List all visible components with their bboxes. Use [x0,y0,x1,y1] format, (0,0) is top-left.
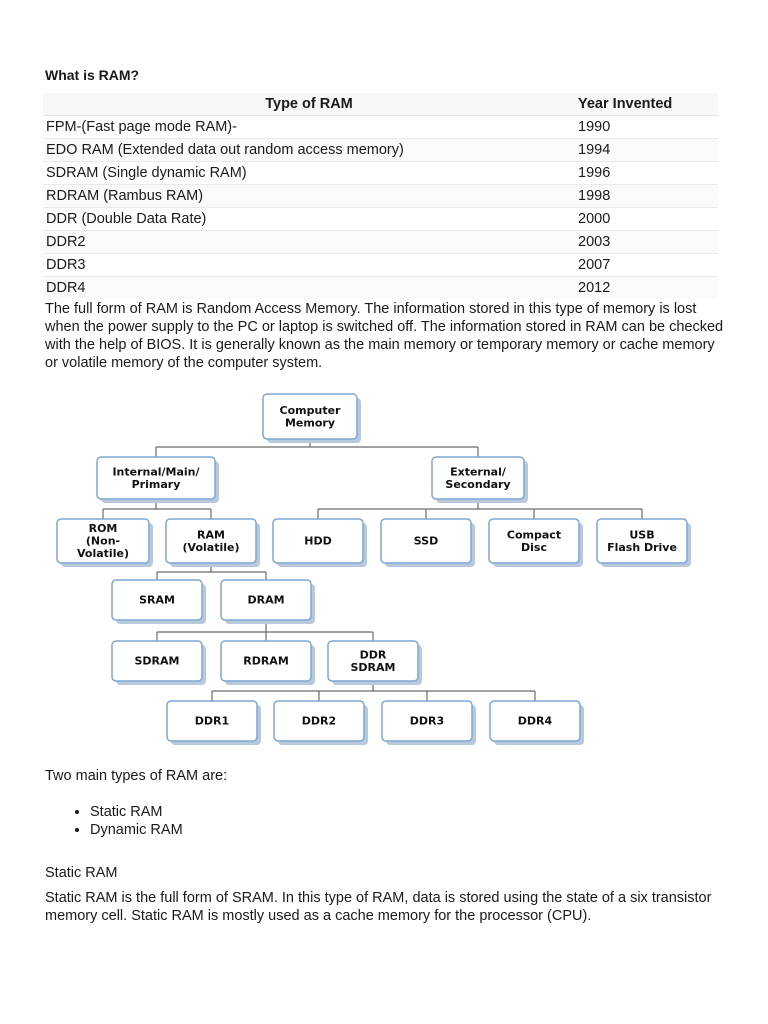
diagram-node-computer-memory [263,394,361,443]
year-cell: 2000 [575,208,718,231]
node-label: (Non- [85,534,121,548]
column-header-type: Type of RAM [43,93,575,116]
table-row [43,116,718,139]
diagram-node-rom [57,519,153,567]
ram-type-cell: EDO RAM (Extended data out random access memory) [43,139,575,162]
diagram-node-ddr4 [490,701,584,745]
ram-types-list [45,803,183,839]
node-label: External/ [450,465,506,479]
diagram-node-ddr-sdram [328,641,422,685]
diagram-node-dram [221,580,315,624]
node-label: USB [629,528,655,542]
node-label: Internal/Main/ [112,465,200,479]
diagram-node-sram [112,580,206,624]
node-label: (Volatile) [182,540,240,554]
table-row [43,208,718,231]
diagram-node-external [432,457,528,503]
diagram-node-ddr2 [274,701,368,745]
node-label: RDRAM [243,654,289,668]
static-ram-paragraph: Static RAM is the full form of SRAM. In this type of RAM, data is stored using the state of a six transistor memory cell. Static RAM is mostly used as a cache memory for the processor (CPU). [45,890,712,924]
list-item: • Dynamic RAM [90,821,183,839]
node-label: DDR3 [409,714,445,728]
node-label: Computer [279,403,341,417]
diagram-node-sdram [112,641,206,685]
ram-type-cell: FPM-(Fast page mode RAM)- [43,116,575,139]
types-intro-paragraph: Two main types of RAM are: [45,768,228,784]
node-label: Memory [284,416,336,430]
table-row [43,162,718,185]
ram-type-table [43,93,718,299]
year-cell: 2007 [575,254,718,277]
node-label: Volatile) [77,547,129,560]
diagram-node-compact-disc [489,519,583,567]
column-header-year: Year Invented [575,93,718,116]
diagram-node-ddr3 [382,701,476,745]
ram-type-cell: DDR2 [43,231,575,254]
node-label: SDRAM [350,660,396,674]
page-heading: What is RAM? [45,67,140,83]
node-label: RAM [197,528,225,542]
ram-type-cell: DDR4 [43,277,575,300]
table-row [43,185,718,208]
table-row [43,231,718,254]
diagram-node-ddr1 [167,701,261,745]
table-header-row [43,93,718,116]
year-cell: 1990 [575,116,718,139]
diagram-node-ssd [381,519,475,567]
year-cell: 1998 [575,185,718,208]
year-cell: 2003 [575,231,718,254]
intro-paragraph: The full form of RAM is Random Access Memory. The information stored in this type of memory is lost when the power supply to the PC or laptop is switched off. The information stored in RAM can be checked with the help of BIOS. It is generally known as the main memory or temporary memory or cache memory or volatile memory of the computer system. [45,301,724,371]
diagram-node-hdd [273,519,367,567]
table-row [43,254,718,277]
ram-type-cell: DDR3 [43,254,575,277]
table-row [43,139,718,162]
node-label: Secondary [445,477,511,491]
node-label: DDR4 [517,714,553,728]
table-row [43,277,718,300]
node-label: HDD [304,534,332,548]
ram-type-cell: DDR (Double Data Rate) [43,208,575,231]
diagram-node-rdram [221,641,315,685]
ram-type-cell: RDRAM (Rambus RAM) [43,185,575,208]
node-label: DRAM [247,593,285,607]
node-label: Disc [521,540,547,554]
node-label: DDR [359,648,387,662]
node-label: DDR2 [301,714,337,728]
static-ram-subheading: Static RAM [45,865,118,881]
ram-type-cell: SDRAM (Single dynamic RAM) [43,162,575,185]
node-label: Compact [506,528,562,542]
diagram-node-ram [166,519,260,567]
node-label: DDR1 [194,714,230,728]
list-item: • Static RAM [90,803,183,821]
memory-hierarchy-diagram [45,387,705,752]
year-cell: 2012 [575,277,718,300]
node-label: Primary [131,477,181,491]
diagram-node-internal [97,457,219,503]
year-cell: 1996 [575,162,718,185]
node-label: ROM [88,522,118,535]
node-label: SDRAM [134,654,180,668]
diagram-node-usb [597,519,691,567]
year-cell: 1994 [575,139,718,162]
node-label: Flash Drive [607,540,677,554]
node-label: SRAM [139,593,175,607]
node-label: SSD [413,534,439,548]
